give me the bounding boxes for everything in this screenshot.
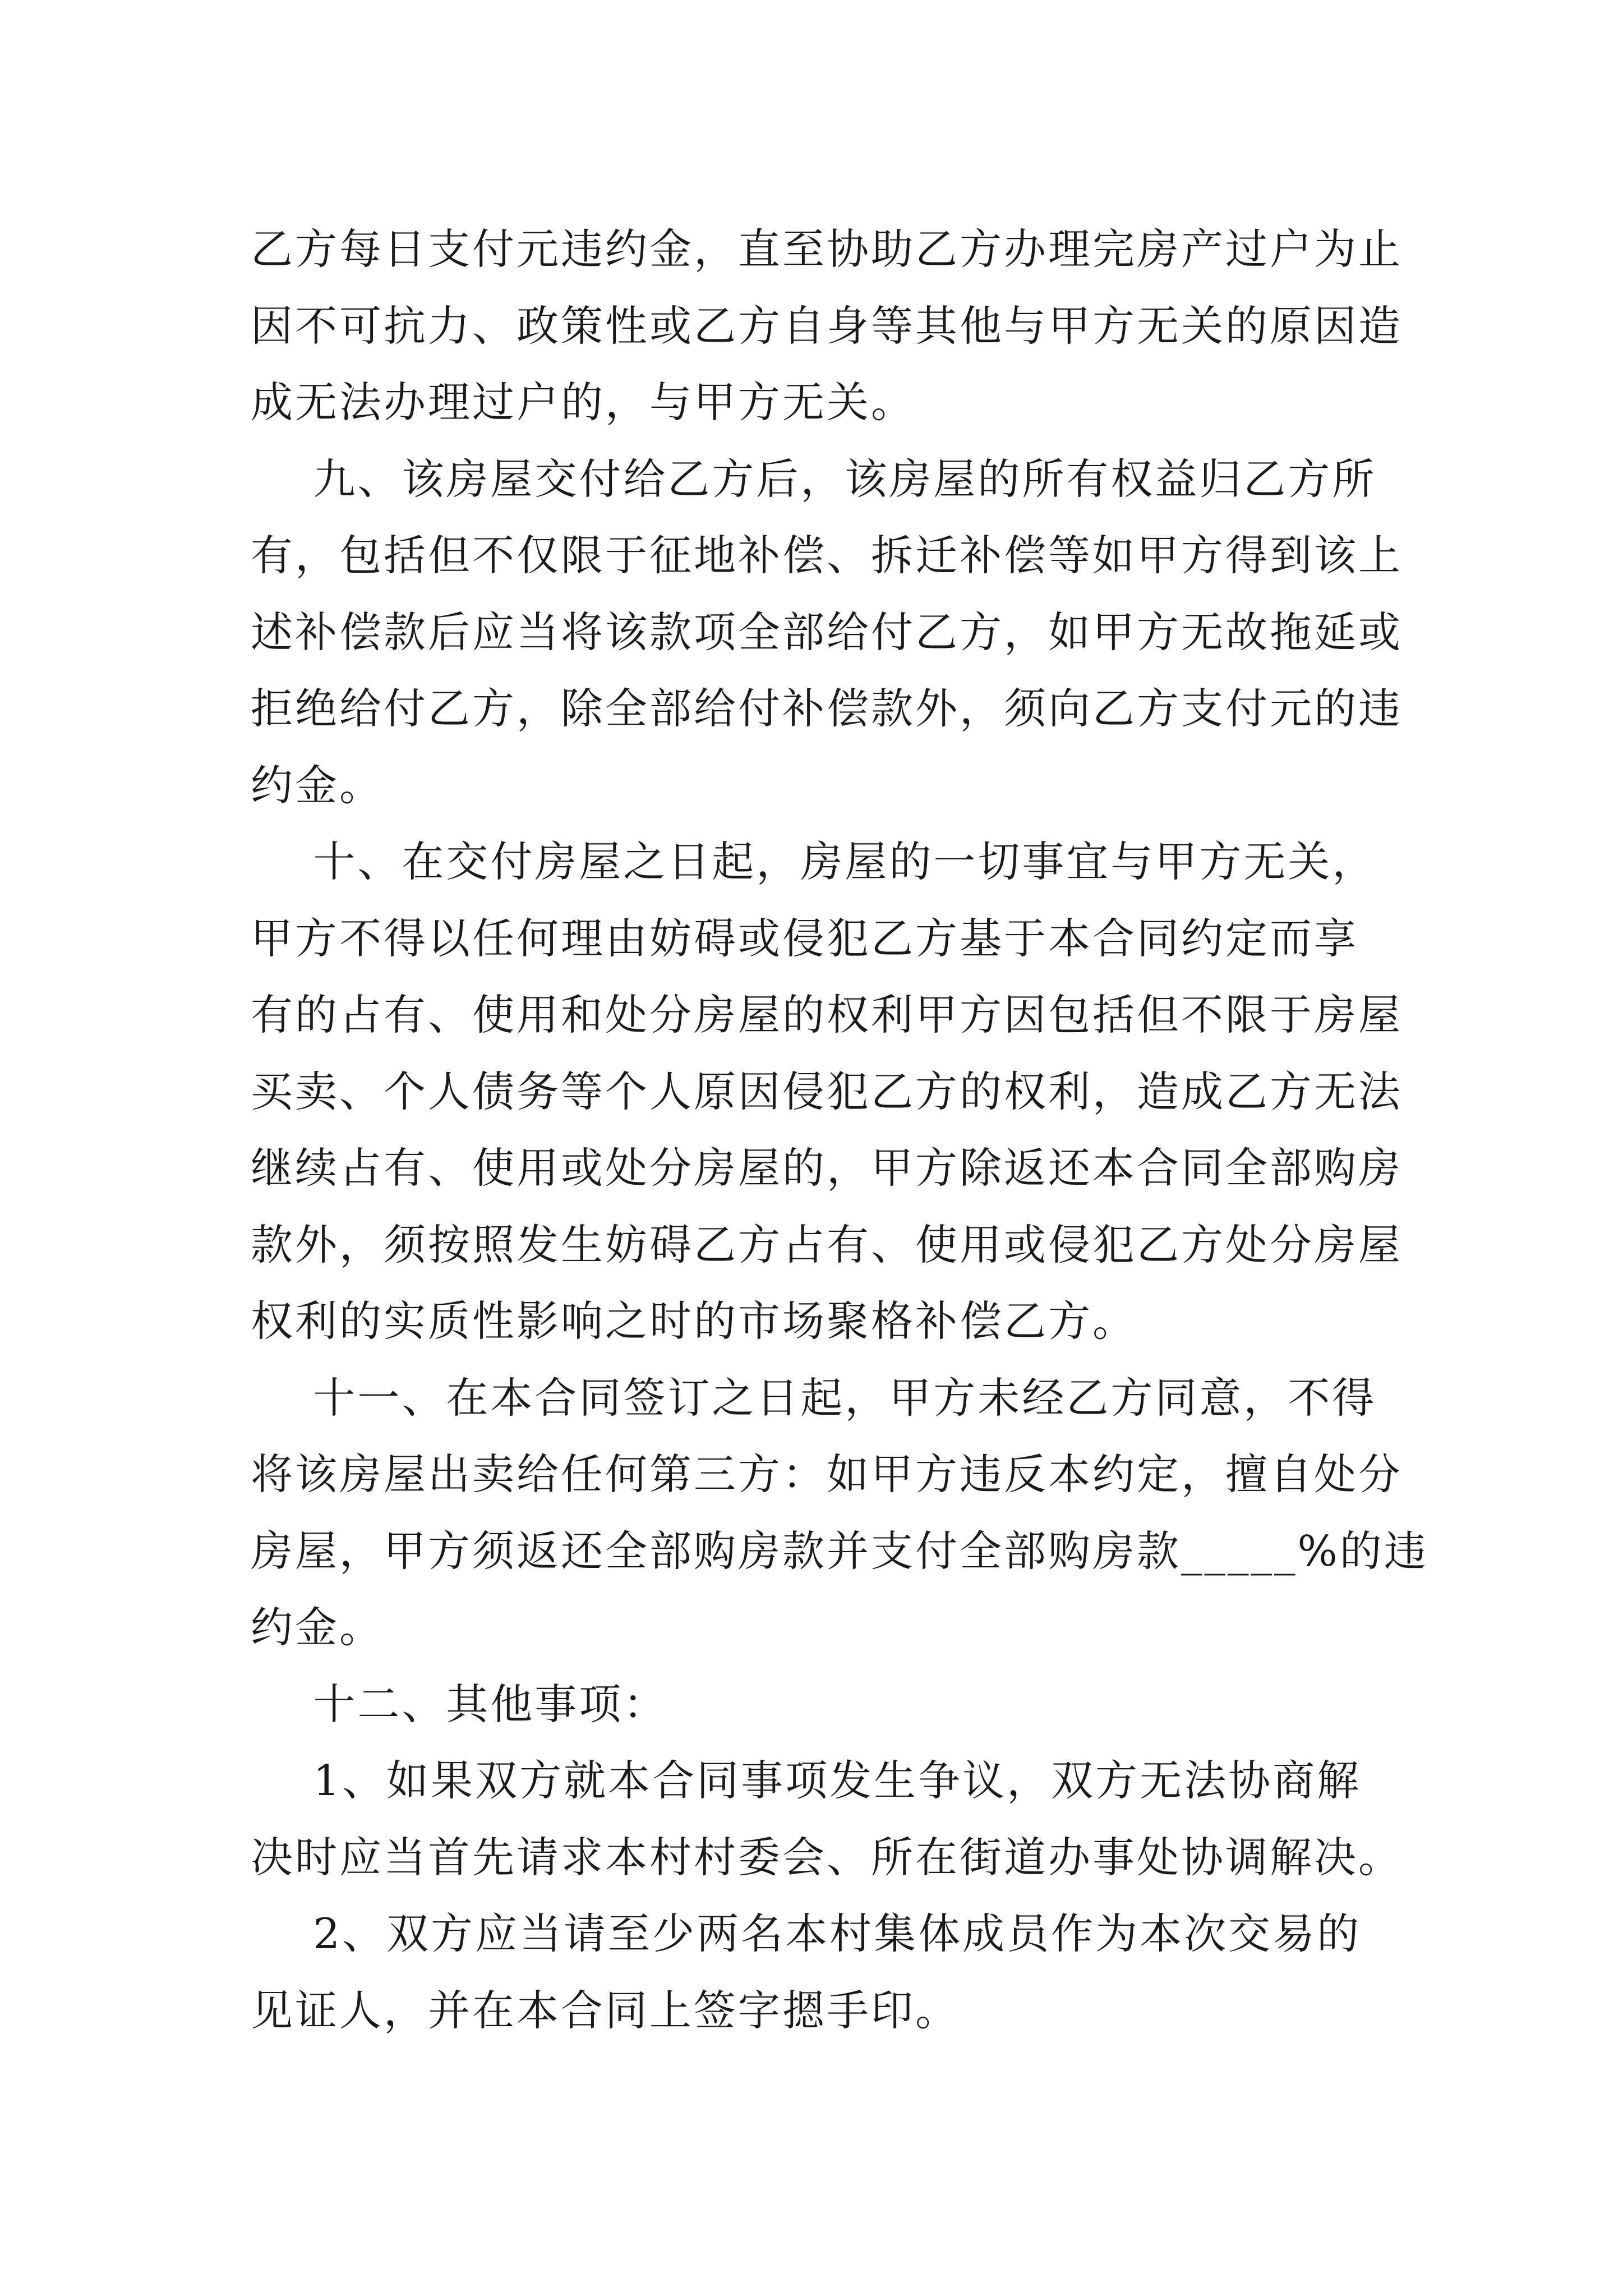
text-line-20: 十二、其他事项： <box>251 1679 668 1729</box>
text-line-19: 约金。 <box>251 1603 384 1652</box>
text-line-9: 十、在交付房屋之日起，房屋的一切事宜与甲方无关， <box>251 837 1377 886</box>
text-line-17: 将该房屋出卖给任何第三方：如甲方违反本约定，擅自处分 <box>251 1450 1403 1499</box>
text-line-22: 决时应当首先请求本村村委会、所在街道办事处协调解决。 <box>251 1832 1403 1882</box>
text-line-15: 权利的实质性影响之时的市场聚格补偿乙方。 <box>251 1296 1137 1346</box>
text-line-1: 乙方每日支付元违约金，直至协助乙方办理完房产过户为止 <box>251 224 1403 274</box>
text-line-8: 约金。 <box>251 760 384 810</box>
text-line-10: 甲方不得以任何理由妨碍或侵犯乙方基于本合同约定而享 <box>251 913 1359 963</box>
contract-text <box>251 211 1428 2049</box>
text-line-12: 买卖、个人债务等个人原因侵犯乙方的权利，造成乙方无法 <box>251 1066 1403 1116</box>
text-line-16: 十一、在本合同签订之日起，甲方未经乙方同意，不得 <box>251 1373 1377 1423</box>
text-line-23: 2、双方应当请至少两名本村集体成员作为本次交易的 <box>251 1909 1362 1958</box>
text-line-21: 1、如果双方就本合同事项发生争议，双方无法协商解 <box>251 1756 1362 1805</box>
text-line-4: 九、该房屋交付给乙方后，该房屋的所有权益归乙方所 <box>251 454 1377 504</box>
text-line-5: 有，包括但不仅限于征地补偿、拆迁补偿等如甲方得到该上 <box>251 531 1403 580</box>
text-line-6: 述补偿款后应当将该款项全部给付乙方，如甲方无故拖延或 <box>251 607 1403 657</box>
text-line-7: 拒绝给付乙方，除全部给付补偿款外，须向乙方支付元的违 <box>251 684 1403 733</box>
text-line-11: 有的占有、使用和处分房屋的权利甲方因包括但不限于房屋 <box>251 990 1403 1039</box>
text-line-13: 继续占有、使用或处分房屋的，甲方除返还本合同全部购房 <box>251 1143 1403 1193</box>
text-line-2: 因不可抗力、政策性或乙方自身等其他与甲方无关的原因造 <box>251 301 1403 351</box>
text-line-24: 见证人，并在本合同上签字摁手印。 <box>251 1985 960 2035</box>
text-line-3: 成无法办理过户的，与甲方无关。 <box>251 378 916 427</box>
text-line-14: 款外，须按照发生妨碍乙方占有、使用或侵犯乙方处分房屋 <box>251 1220 1403 1269</box>
text-line-18: 房屋，甲方须返还全部购房款并支付全部购房款_____%的违 <box>251 1526 1428 1576</box>
